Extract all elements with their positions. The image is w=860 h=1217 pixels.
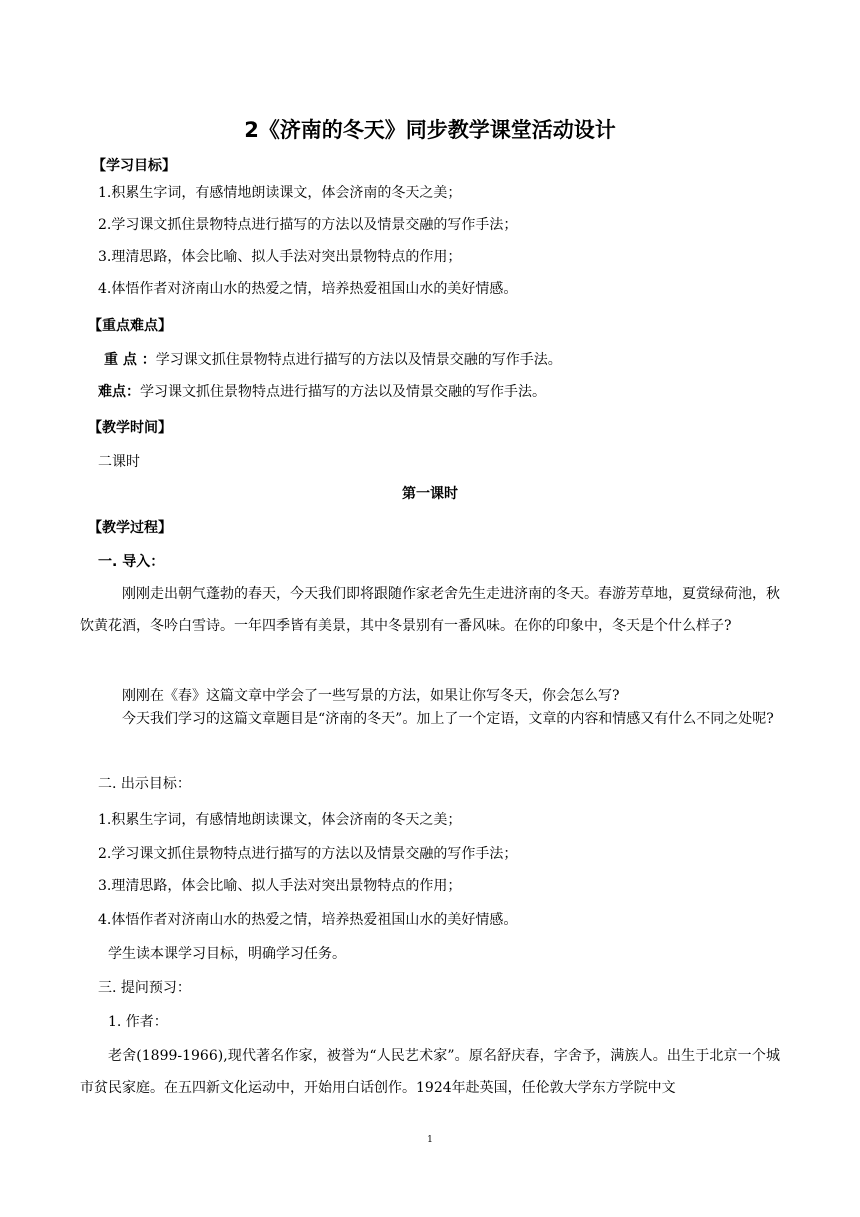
author-heading: 1. 作者： [108,1014,168,1030]
intro-paragraph-3 [80,706,780,732]
objective-item-4: 4.体悟作者对济南山水的热爱之情，培养热爱祖国山水的美好情感。 [98,281,518,297]
lesson-title: 第一课时 [402,486,458,502]
page-number: 1 [427,1135,433,1145]
intro-paragraph-1 [80,578,780,642]
goal-item-1: 1.积累生字词，有感情地朗读课文，体会济南的冬天之美； [98,812,462,828]
document-title: 2《济南的冬天》同步教学课堂活动设计 [244,118,616,142]
focus-label: 重 点 ： [104,352,156,368]
intro-text-3: 今天我们学习的这篇文章题目是“济南的冬天”。加上了一个定语，文章的内容和情感又有什么不同之处呢? [122,711,774,727]
difficulty-line [98,382,546,402]
intro-heading: 一. 导入： [98,554,165,570]
intro-text-1: 刚刚走出朝气蓬勃的春天，今天我们即将跟随作家老舍先生走进济南的冬天。春游芳草地，夏赏绿荷池，秋饮黄花酒，冬吟白雪诗。一年四季皆有美景，其中冬景别有一番风味。在你的印象中，冬天是个什么样子? [80,586,780,634]
goal-item-4: 4.体悟作者对济南山水的热爱之情，培养热爱祖国山水的美好情感。 [98,912,518,928]
time-heading: 【教学时间】 [88,420,172,436]
objectives-heading: 【学习目标】 [92,158,176,174]
objective-item-3: 3.理清思路，体会比喻、拟人手法对突出景物特点的作用； [98,249,462,265]
objective-item-1: 1.积累生字词，有感情地朗读课文，体会济南的冬天之美； [98,185,462,201]
intro-paragraph-2: 刚刚在《春》这篇文章中学会了一些写景的方法，如果让你写冬天，你会怎么写? [122,688,620,704]
time-value: 二课时 [98,454,140,470]
author-paragraph [80,1040,780,1104]
difficulty-label: 难点： [98,384,140,400]
difficulty-text: 学习课文抓住景物特点进行描写的方法以及情景交融的写作手法。 [140,384,546,400]
key-points-heading: 【重点难点】 [88,318,172,334]
author-text: 老舍(1899-1966),现代著名作家，被誉为“人民艺术家”。原名舒庆春，字舍予，满族人。出生于北京一个城市贫民家庭。在五四新文化运动中，开始用白话创作。1924年赴英国，任伦敦大学东方学院中文 [80,1048,780,1096]
preview-heading: 三. 提问预习： [98,980,191,996]
focus-line [104,350,562,370]
goals-note: 学生读本课学习目标，明确学习任务。 [108,946,346,962]
goal-item-2: 2.学习课文抓住景物特点进行描写的方法以及情景交融的写作手法； [98,846,518,862]
objective-item-2: 2.学习课文抓住景物特点进行描写的方法以及情景交融的写作手法； [98,217,518,233]
process-heading: 【教学过程】 [88,520,172,536]
goal-item-3: 3.理清思路，体会比喻、拟人手法对突出景物特点的作用； [98,878,462,894]
focus-text: 学习课文抓住景物特点进行描写的方法以及情景交融的写作手法。 [155,352,562,368]
goals-heading: 二. 出示目标： [98,776,191,792]
